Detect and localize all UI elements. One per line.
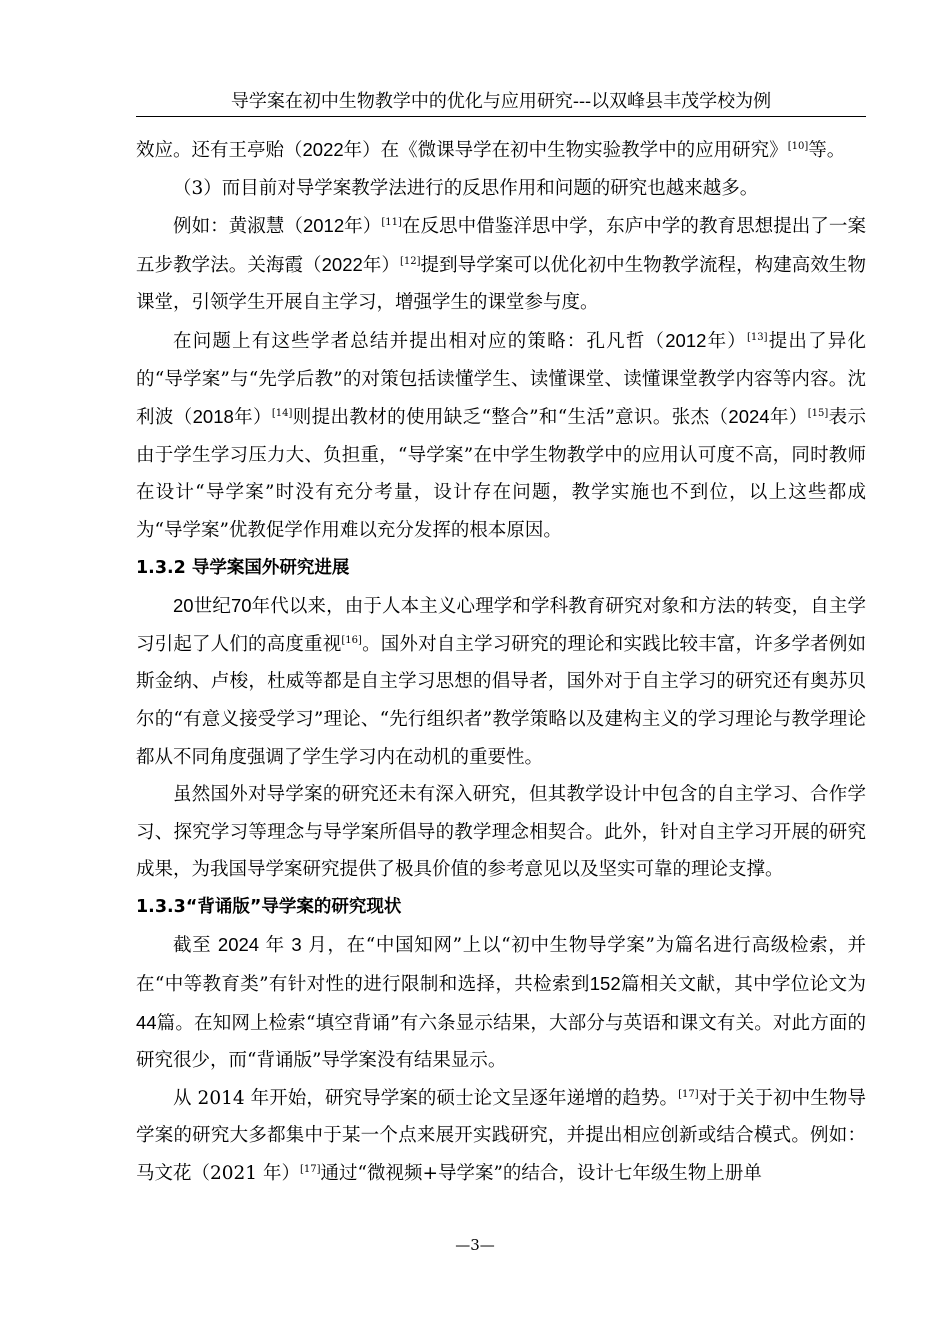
- paragraph-continuation: 效应。还有王亭贻（2022年）在《微课导学在初中生物实验教学中的应用研究》[10]等。: [136, 139, 846, 161]
- section-heading-1-3-3: 1.3.3“背诵版”导学案的研究现状: [136, 896, 402, 917]
- citation-14: [14]: [271, 408, 293, 419]
- citation-10: [10]: [787, 140, 809, 152]
- body-text: [136, 131, 866, 1193]
- paragraph-foreign-summary: 虽然国外对导学案的研究还未有深入研究，但其教学设计中包含的自主学习、合作学习、探究学习等理念与导学案所倡导的教学理念相契合。此外，针对自主学习开展的研究成果，为我国导学案研究提供了极具价值的参考意见以及坚实可靠的理论支撑。: [136, 784, 866, 881]
- citation-17-second: [17]: [299, 1163, 321, 1175]
- section-heading-1-3-2: 1.3.2 导学案国外研究进展: [136, 557, 350, 578]
- citation-12: [12]: [399, 255, 421, 267]
- paragraph-point-3: （3）而目前对导学案教学法进行的反思作用和问题的研究也越来越多。: [173, 177, 759, 199]
- citation-13: [13]: [746, 331, 768, 343]
- citation-16: [16]: [341, 634, 362, 646]
- running-header: 导学案在初中生物教学中的优化与应用研究---以双峰县丰茂学校为例: [136, 88, 866, 117]
- paragraph-foreign-research: 20世纪70年代以来，由于人本主义心理学和学科教育研究对象和方法的转变，自主学习引起了人们的高度重视[16]。国外对自主学习研究的理论和实践比较丰富，许多学者例如斯金纳、卢梭，杜威等都是自主学习思想的倡导者，国外对于自主学习的研究还有奥苏贝尔的“有意义接受学习”理论、“先行组织者”教学策略以及建构主义的学习理论与教学理论都从不同角度强调了学生学习内在动机的重要性。: [136, 595, 866, 768]
- citation-15: [15]: [807, 408, 829, 419]
- paragraph-thesis-trend: 从 2014 年开始，研究导学案的硕士论文呈逐年递增的趋势。[17]对于关于初中生物导学案的研究大多都集中于某一个点来展开实践研究，并提出相应创新或结合模式。例如：马文花（2021 年）[17]通过“微视频+导学案”的结合，设计七年级生物上册单: [136, 1087, 866, 1185]
- page-number: —3—: [455, 1236, 495, 1254]
- citation-17: [17]: [678, 1088, 699, 1100]
- paragraph-cnki-search: 截至 2024 年 3 月，在“中国知网”上以“初中生物导学案”为篇名进行高级检索，并在“中等教育类”有针对性的进行限制和选择，共检索到152篇相关文献，其中学位论文为44篇。在知网上检索“填空背诵”有六条显示结果，大部分与英语和课文有关。对此方面的研究很少，而“背诵版”导学案没有结果显示。: [136, 934, 866, 1072]
- citation-11: [11]: [381, 217, 402, 229]
- paragraph-examples: 例如：黄淑慧（2012年）[11]在反思中借鉴洋思中学，东庐中学的教育思想提出了一案五步教学法。关海霞（2022年）[12]提到导学案可以优化初中生物教学流程，构建高效生物课堂，引领学生开展自主学习，增强学生的课堂参与度。: [136, 215, 866, 314]
- paragraph-strategies: 在问题上有这些学者总结并提出相对应的策略：孔凡哲（2012年）[13]提出了异化的“导学案”与“先学后教”的对策包括读懂学生、读懂课堂、读懂课堂教学内容等内容。沈利波（2018年）[14]则提出教材的使用缺乏“整合”和“生活”意识。张杰（2024年）[15]表示由于学生学习压力大、负担重，“导学案”在中学生物教学中的应用认可度不高，同时教师在设计“导学案”时没有充分考量，设计存在问题，教学实施也不到位，以上这些都成为“导学案”优教促学作用难以充分发挥的根本原因。: [136, 329, 866, 541]
